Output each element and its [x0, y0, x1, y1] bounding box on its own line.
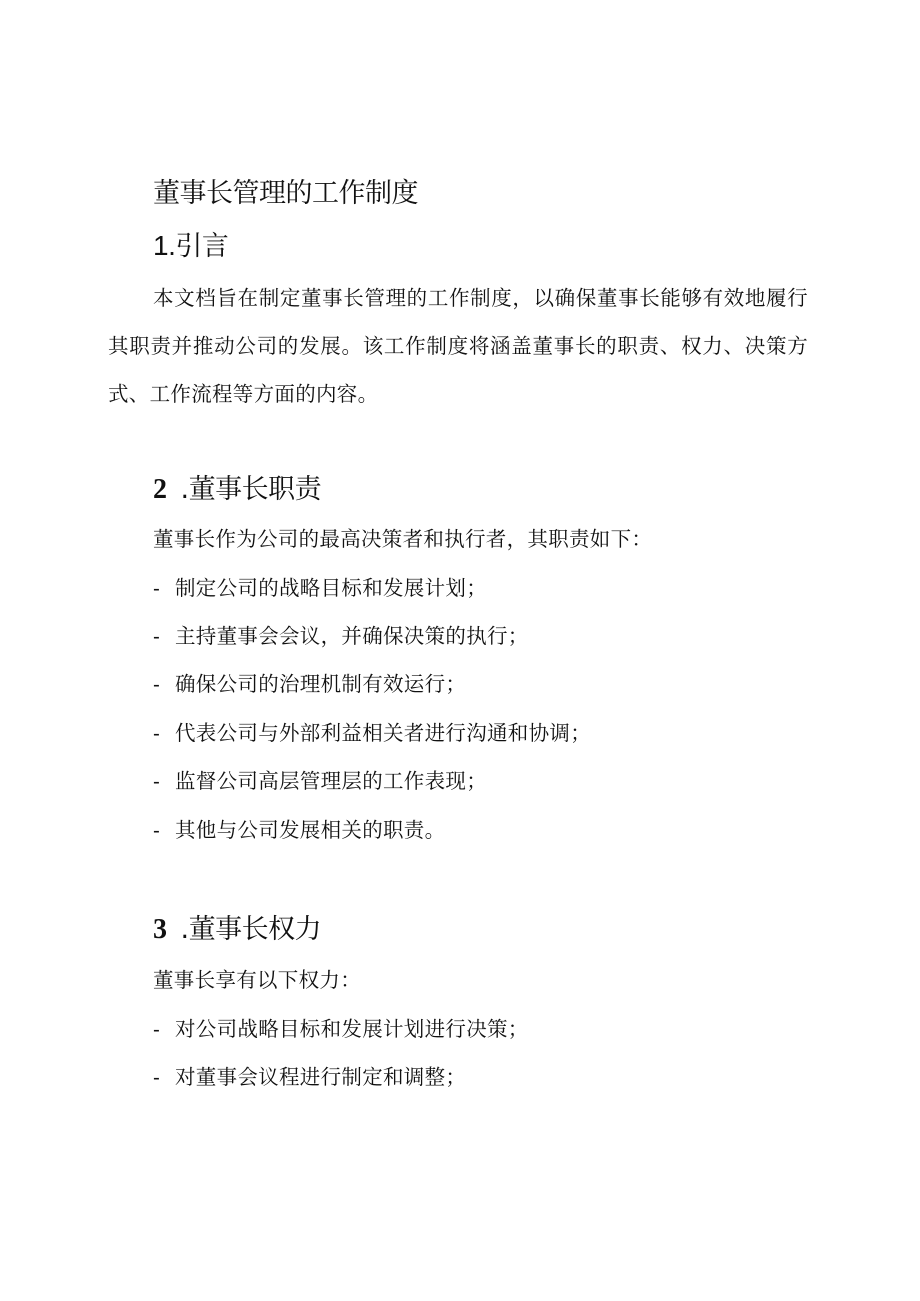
section-1-title: 引言 — [175, 231, 229, 262]
list-item — [153, 1060, 466, 1095]
section-2-number: 2 — [153, 474, 167, 505]
list-item — [153, 619, 529, 654]
list-item-text: 对公司战略目标和发展计划进行决策； — [175, 1017, 529, 1041]
list-item-text: 代表公司与外部利益相关者进行沟通和协调； — [175, 721, 591, 745]
list-marker: - — [153, 1018, 161, 1041]
list-marker: - — [153, 722, 161, 745]
list-item — [153, 571, 487, 606]
section-2-heading — [153, 470, 321, 510]
section-3-heading — [153, 910, 321, 950]
list-item — [153, 1012, 529, 1047]
list-marker: - — [153, 770, 161, 793]
list-item-text: 确保公司的治理机制有效运行； — [175, 672, 467, 696]
section-3-intro: 董事长享有以下权力： — [153, 968, 361, 992]
section-1-heading — [153, 226, 228, 267]
section-2-intro: 董事长作为公司的最高决策者和执行者，其职责如下： — [153, 527, 653, 551]
list-item — [153, 764, 487, 799]
section-3-title: .董事长权力 — [180, 914, 322, 945]
list-item-text: 其他与公司发展相关的职责。 — [175, 818, 446, 842]
section-3-number: 3 — [153, 914, 167, 945]
list-item-text: 制定公司的战略目标和发展计划； — [175, 576, 487, 600]
list-item — [153, 667, 466, 702]
section-2-title: .董事长职责 — [180, 474, 322, 505]
list-item-text: 主持董事会会议，并确保决策的执行； — [175, 624, 529, 648]
list-marker: - — [153, 577, 161, 600]
section-1-number: 1. — [153, 230, 176, 261]
list-item — [153, 813, 445, 848]
list-marker: - — [153, 625, 161, 648]
document-title: 董事长管理的工作制度 — [153, 178, 418, 209]
list-item-text: 对董事会议程进行制定和调整； — [175, 1065, 467, 1089]
list-item-text: 监督公司高层管理层的工作表现； — [175, 769, 487, 793]
section-1-paragraph: 本文档旨在制定董事长管理的工作制度，以确保董事长能够有效地履行其职责并推动公司的发展。该工作制度将涵盖董事长的职责、权力、决策方式、工作流程等方面的内容。 — [108, 286, 808, 406]
list-item — [153, 716, 591, 751]
list-marker: - — [153, 673, 161, 696]
list-marker: - — [153, 1066, 161, 1089]
list-marker: - — [153, 819, 161, 842]
